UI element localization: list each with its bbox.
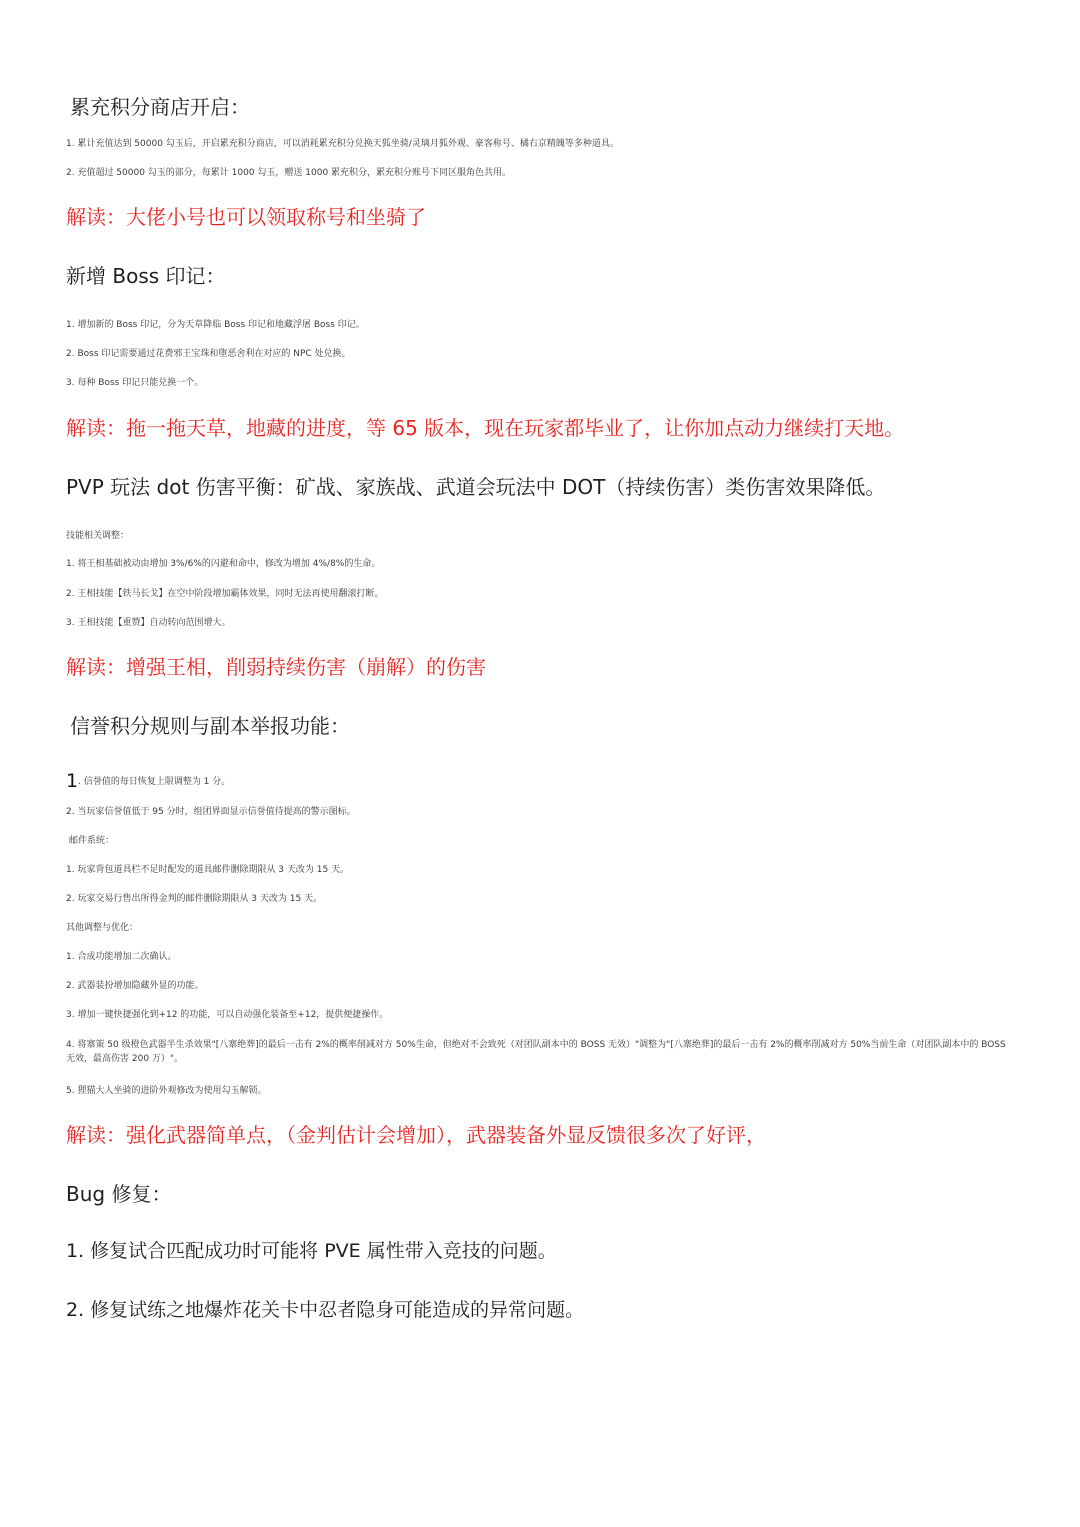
list-item: 2. 充值超过 50000 勾玉的部分，每累计 1000 勾玉，赠送 1000 累充积分，累充积分账号下同区服角色共用。: [66, 168, 512, 178]
commentary: 解读：拖一拖天草，地藏的进度，等 65 版本，现在玩家都毕业了，让你加点动力继续打天地。: [66, 416, 905, 440]
list-item: 1. 将王相基础被动由增加 3%/6%的闪避和命中，修改为增加 4%/8%的生命。: [66, 559, 381, 569]
list-item: 2. 修复试练之地爆炸花关卡中忍者隐身可能造成的异常问题。: [66, 1299, 585, 1321]
section-title-boss-mark: 新增 Boss 印记：: [66, 264, 226, 288]
list-item: 3. 每种 Boss 印记只能兑换一个。: [66, 378, 204, 388]
list-number: 1: [66, 770, 79, 792]
list-item: 1. 增加新的 Boss 印记，分为天草降临 Boss 印记和地藏浮屠 Boss 印记。: [66, 320, 365, 330]
section-title-bug-fix: Bug 修复：: [66, 1182, 172, 1206]
section-title-pvp-balance: PVP 玩法 dot 伤害平衡：矿战、家族战、武道会玩法中 DOT（持续伤害）类伤害效果降低。: [66, 475, 886, 499]
list-item: 1. 玩家背包道具栏不足时配发的道具邮件删除期限从 3 天改为 15 天。: [66, 865, 350, 875]
section-title-recharge-shop: 累充积分商店开启：: [70, 95, 250, 119]
list-item: 2. Boss 印记需要通过花费邪王宝珠和堕恶舍利在对应的 NPC 处兑换。: [66, 349, 351, 359]
list-item: 2. 玩家交易行售出所得金判的邮件删除期限从 3 天改为 15 天。: [66, 894, 323, 904]
list-item: [66, 771, 1016, 791]
list-item: 3. 王相技能【重赞】自动转向范围增大。: [66, 618, 231, 628]
subsection-label: 技能相关调整：: [66, 531, 130, 541]
list-item-text: . 信誉值的每日恢复上限调整为 1 分。: [78, 777, 231, 787]
section-title-credit-rules: 信誉积分规则与副本举报功能：: [70, 714, 350, 738]
list-item: 1. 累计充值达到 50000 勾玉后，开启累充积分商店，可以消耗累充积分兑换天狐坐骑/灵璃月狐外观、豪客称号、橘右京精魄等多种道具。: [66, 139, 619, 149]
commentary: 解读：增强王相，削弱持续伤害（崩解）的伤害: [66, 655, 486, 679]
list-item: 3. 增加一键快捷强化到+12 的功能，可以自动强化装备至+12，提供便捷操作。: [66, 1010, 389, 1020]
list-item: 5. 狸猫大人坐骑的进阶外观修改为使用勾玉解锁。: [66, 1086, 267, 1096]
list-item: 1. 合成功能增加二次确认。: [66, 952, 177, 962]
commentary: 解读：大佬小号也可以领取称号和坐骑了: [66, 205, 426, 229]
subsection-label: 其他调整与优化：: [66, 923, 139, 933]
list-item: 2. 王相技能【铁马长戈】在空中阶段增加霸体效果，同时无法再使用翻滚打断。: [66, 589, 384, 599]
commentary: 解读：强化武器简单点，（金判估计会增加），武器装备外显反馈很多次了好评，: [66, 1123, 766, 1147]
list-item: 2. 当玩家信誉值低于 95 分时，组团界面显示信誉值待提高的警示图标。: [66, 807, 356, 817]
list-item: 2. 武器装扮增加隐藏外显的功能。: [66, 981, 204, 991]
list-item: 1. 修复试合匹配成功时可能将 PVE 属性带入竞技的问题。: [66, 1240, 557, 1262]
list-item: 4. 将寨策 50 级橙色武器半生杀效果"[八寨绝葬]的最后一击有 2%的概率削减对方 50%生命，但绝对不会致死（对团队副本中的 BOSS 无效）"调整为"[八寨绝葬]的最后一击有 2%的概率削减对方 50%当前生命（对团队副本中的 BOSS 无效，最高伤害 200 万）"。: [66, 1040, 1006, 1064]
subsection-label: 邮件系统：: [69, 836, 115, 846]
